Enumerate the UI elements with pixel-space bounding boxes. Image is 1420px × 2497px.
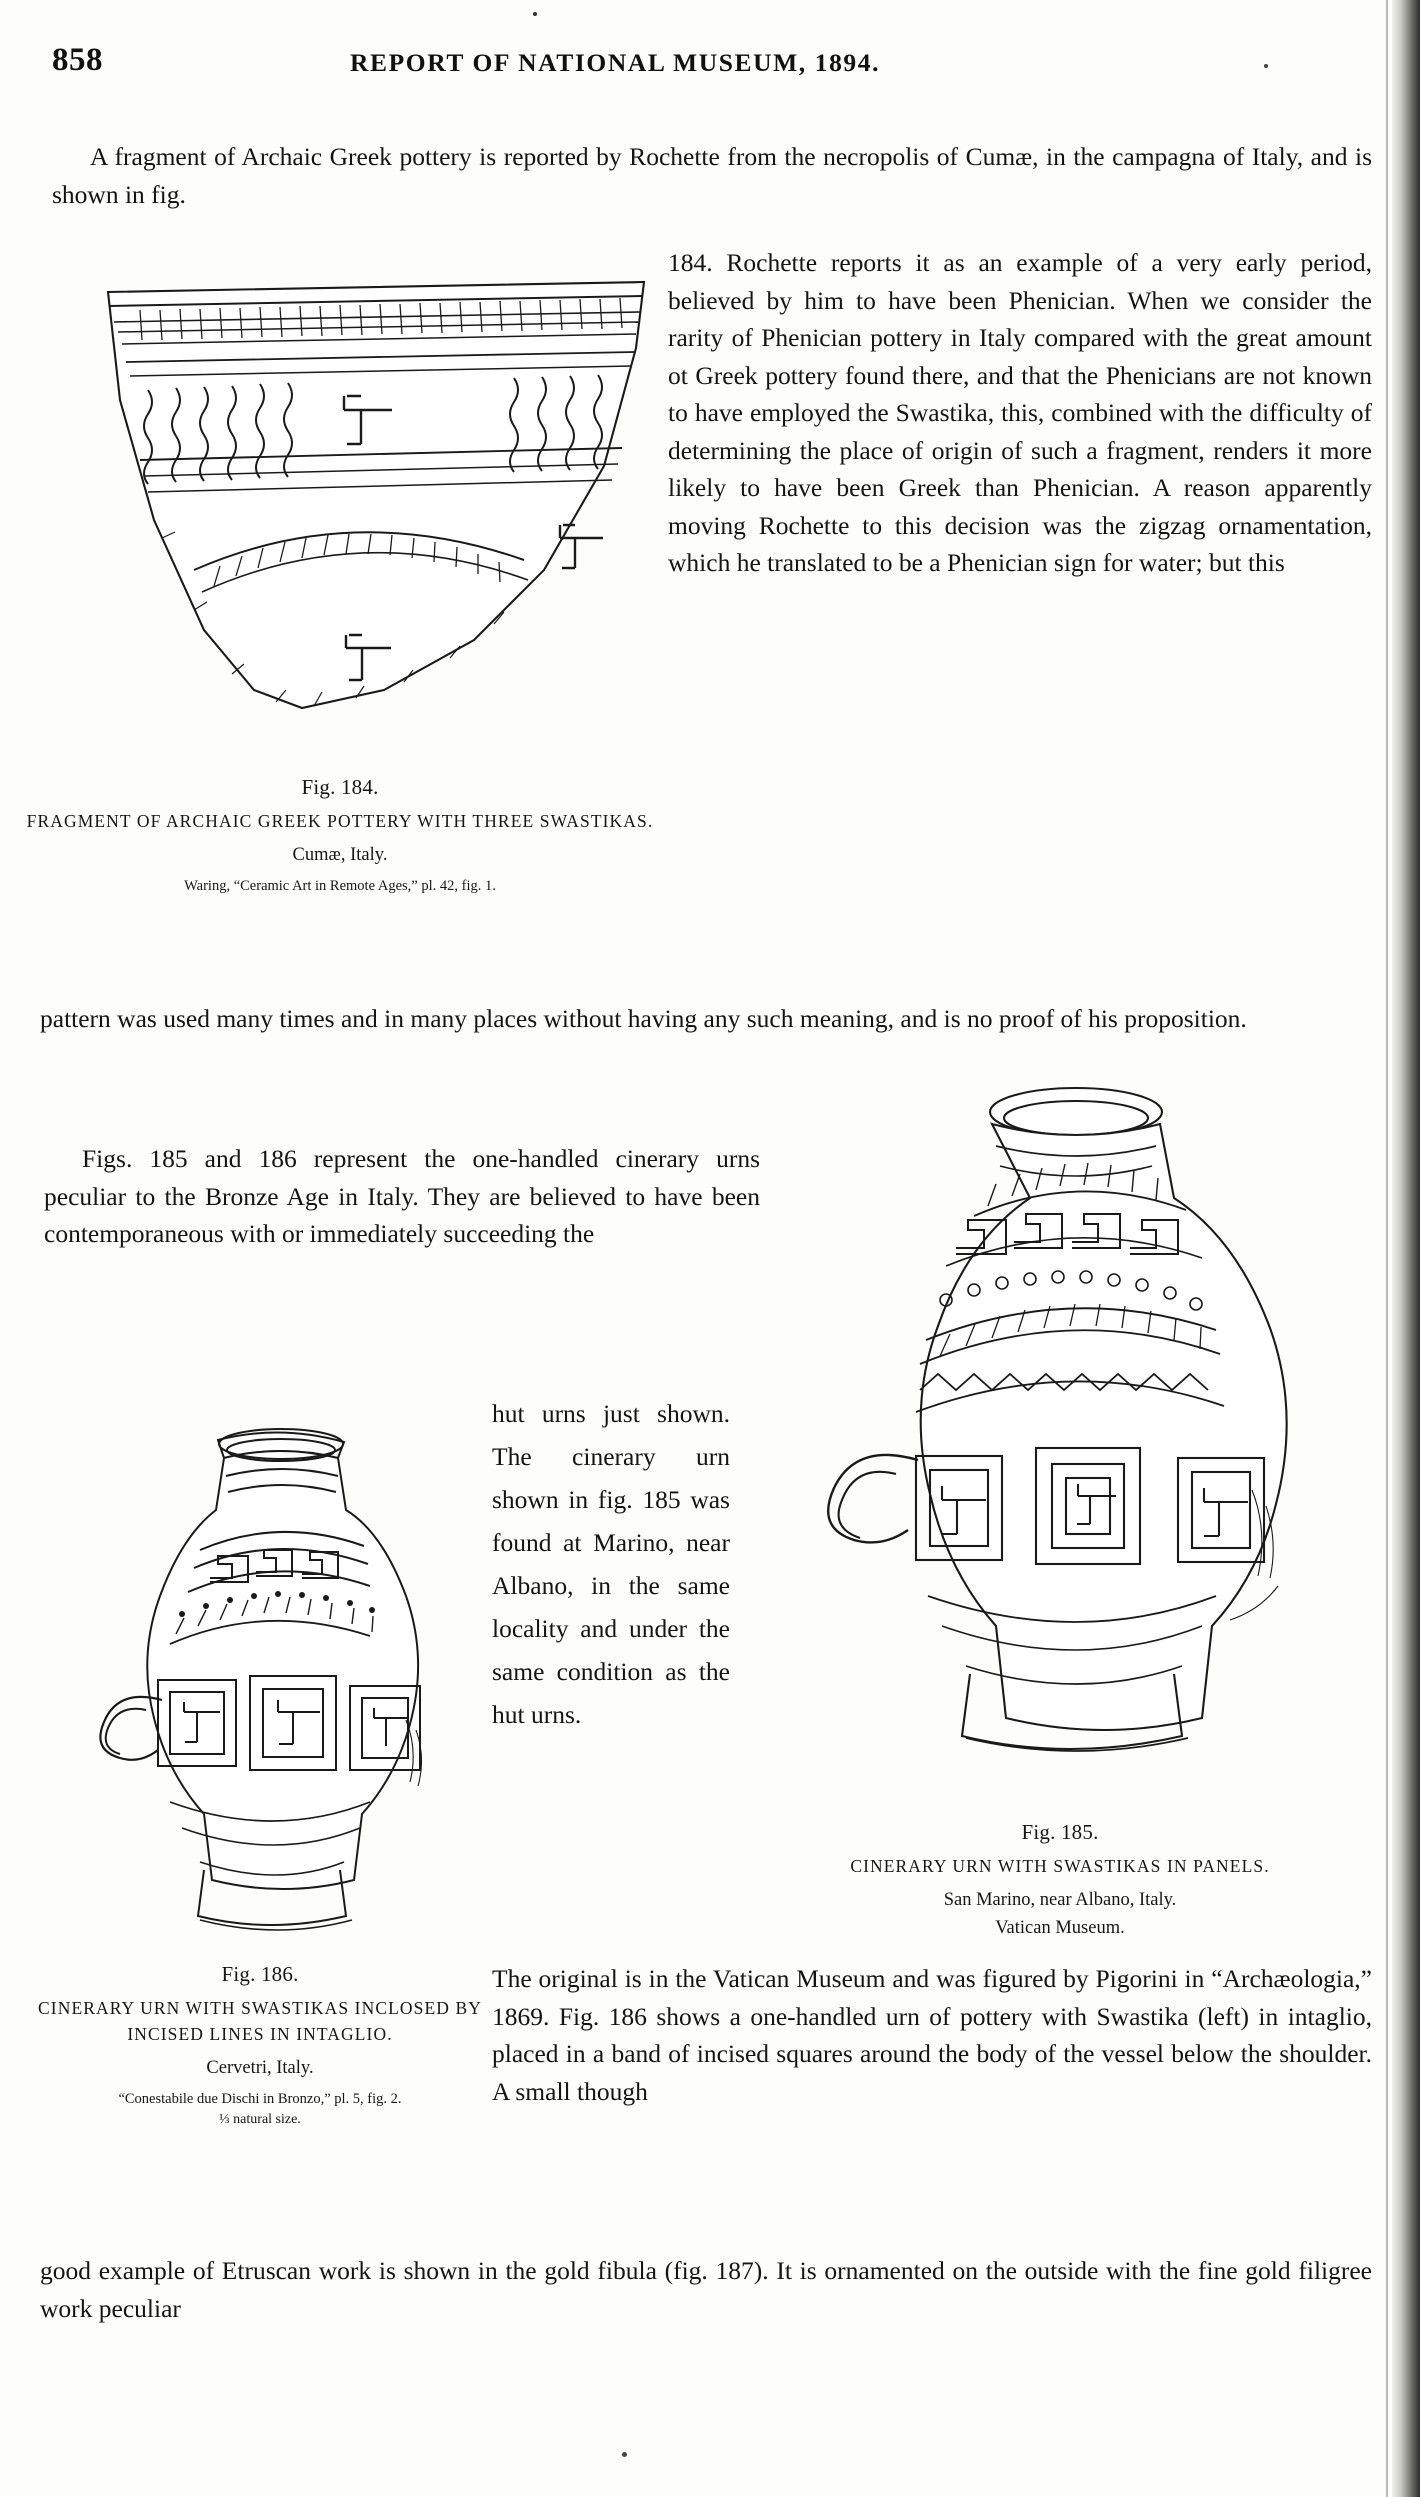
figure-186-image: [50, 1400, 480, 1960]
figure-185-number: Fig. 185.: [1021, 1820, 1099, 1844]
figure-185-location: San Marino, near Albano, Italy.: [943, 1890, 1177, 1910]
figure-186-title: CINERARY URN WITH SWASTIKAS INCLOSED BY INCISED LINES IN INTAGLIO.: [38, 1998, 482, 2044]
figure-184-location: Cumæ, Italy.: [292, 845, 388, 865]
paragraph-urns-left: Figs. 185 and 186 represent the one-handled cinerary urns peculiar to the Bronze Age in Italy. They are believed to have been contemporaneous with or immediately succeeding the: [44, 1144, 760, 1248]
figure-185-museum: Vatican Museum.: [995, 1918, 1125, 1938]
scan-speck-top: [533, 12, 537, 16]
paragraph-urns-resume: The original is in the Vatican Museum and was figured by Pigorini in “Archæologia,” 1869. Fig. 186 shows a one-handled urn of pottery with Swastika (left) in intaglio, placed in a band of incised squares around the body of the vessel below the shoulder. A small though: [492, 1964, 1372, 2106]
running-head: REPORT OF NATIONAL MUSEUM, 1894.: [350, 48, 881, 77]
scan-speck-bottom: [622, 2452, 627, 2457]
figure-186-source: “Conestabile due Dischi in Bronzo,” pl. 5, fig. 2.: [118, 2091, 402, 2107]
figure-186-location: Cervetri, Italy.: [206, 2058, 314, 2078]
page-edge-line: [1386, 0, 1388, 2497]
figure-184-source: Waring, “Ceramic Art in Remote Ages,” pl. 42, fig. 1.: [184, 878, 496, 894]
scan-speck-right: [1264, 64, 1268, 68]
figure-184-number: Fig. 184.: [301, 775, 379, 799]
figure-186-caption: [20, 1962, 500, 2128]
paragraph-fibula-end: good example of Etruscan work is shown in the gold fibula (fig. 187). It is ornamented on the outside with the fine gold filigree work peculiar: [40, 2256, 1372, 2323]
figure-186-scale: ⅓ natural size.: [219, 2112, 301, 2127]
figure-185-title: CINERARY URN WITH SWASTIKAS IN PANELS.: [850, 1856, 1270, 1876]
figure-184-caption: [20, 775, 660, 897]
figure-185-image: [760, 1060, 1360, 1800]
figure-185-caption: [760, 1820, 1360, 1941]
paragraph-right-column: 184. Rochette reports it as an example of a very early period, believed by him to have been Phenician. When we consider the rarity of Phenician pottery in Italy compared with the great amount ot Greek pottery found there, and that the Phenicians are not known to have employed the Swastika, this, combined with the difficulty of determining the place of origin of such a fragment, renders it more likely to have been Greek than Phenician. A reason apparently moving Rochette to this decision was the zigzag ornamentation, which he translated to be a Phenician sign for water; but this: [668, 248, 1372, 577]
scan-gutter-shadow: [1392, 0, 1420, 2497]
paragraph-resume: pattern was used many times and in many places without having any such meaning, and is no proof of his proposition.: [40, 1004, 1247, 1033]
paragraph-narrow-column: hut urns just shown. The cinerary urn shown in fig. 185 was found at Marino, near Albano, in the same locality and under the same condition as the hut urns.: [492, 1399, 730, 1729]
figure-184-title: FRAGMENT OF ARCHAIC GREEK POTTERY WITH THREE SWASTIKAS.: [26, 811, 654, 831]
figure-186-number: Fig. 186.: [221, 1962, 299, 1986]
paragraph-opening: A fragment of Archaic Greek pottery is reported by Rochette from the necropolis of Cumæ, in the campagna of Italy, and is shown in fig.: [52, 142, 1372, 209]
figure-184-image: [44, 270, 654, 760]
page-number: 858: [52, 42, 103, 78]
